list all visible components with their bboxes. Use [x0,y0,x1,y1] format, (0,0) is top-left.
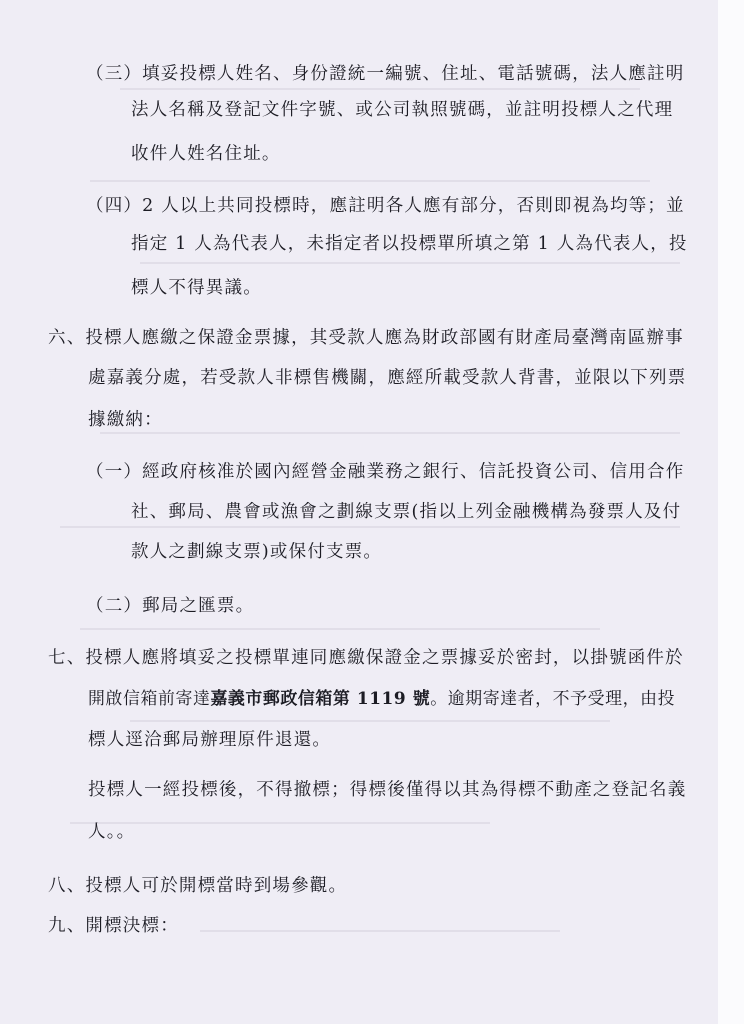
item5-sub3-line2: 法人名稱及登記文件字號、或公司執照號碼，並註明投標人之代理 [131,100,674,120]
show-through-mark [140,262,680,264]
item7-line2-end: 。逾期寄達者，不予受理，由投 [430,688,676,708]
item6-line3: 據繳納： [88,410,163,430]
item6-sub1-line3: 款人之劃線支票)或保付支票。 [131,542,383,562]
item8-line1: 八、投標人可於開標當時到場參觀。 [48,876,348,896]
item6-line1: 六、投標人應繳之保證金票據，其受款人應為財政部國有財產局臺灣南區辦事 [48,328,684,348]
item7-line2-start: 開啟信箱前寄達 [88,688,211,708]
scan-margin [718,0,744,1024]
show-through-mark [100,432,680,434]
item7-line1: 七、投標人應將填妥之投標單連同應繳保證金之票據妥於密封，以掛號函件於 [48,648,684,668]
item7-line2 [88,686,675,710]
postal-box-address: 嘉義市郵政信箱第 1119 號 [210,688,431,708]
show-through-mark [200,930,560,932]
item9-line1: 九、開標決標： [48,916,179,936]
show-through-mark [120,88,640,90]
item6-sub1-line1: （一）經政府核准於國內經營金融業務之銀行、信託投資公司、信用合作 [86,462,685,482]
show-through-mark [80,628,600,630]
item7-line3: 標人逕洽郵局辦理原件退還。 [88,730,332,750]
item6-sub1-line2: 社、郵局、農會或漁會之劃線支票(指以上列金融機構為發票人及付 [131,502,682,522]
item7-para2-line1: 投標人一經投標後，不得撤標；得標後僅得以其為得標不動產之登記名義 [88,780,687,800]
item5-sub3-line1: （三）填妥投標人姓名、身份證統一編號、住址、電話號碼，法人應註明 [86,64,685,84]
item7-para2-line2: 人。。 [88,822,136,842]
show-through-mark [90,180,650,182]
item5-sub4-line2: 指定 1 人為代表人，未指定者以投標單所填之第 1 人為代表人，投 [131,234,688,254]
item5-sub3-line3: 收件人姓名住址。 [131,144,281,164]
item6-sub2-line1: （二）郵局之匯票。 [86,596,255,616]
item6-line2: 處嘉義分處，若受款人非標售機關，應經所載受款人背書，並限以下列票 [88,368,687,388]
show-through-mark [130,720,610,722]
item5-sub4-line1: （四）2 人以上共同投標時，應註明各人應有部分，否則即視為均等；並 [86,196,685,216]
show-through-mark [60,526,680,528]
item5-sub4-line3: 標人不得異議。 [131,278,262,298]
